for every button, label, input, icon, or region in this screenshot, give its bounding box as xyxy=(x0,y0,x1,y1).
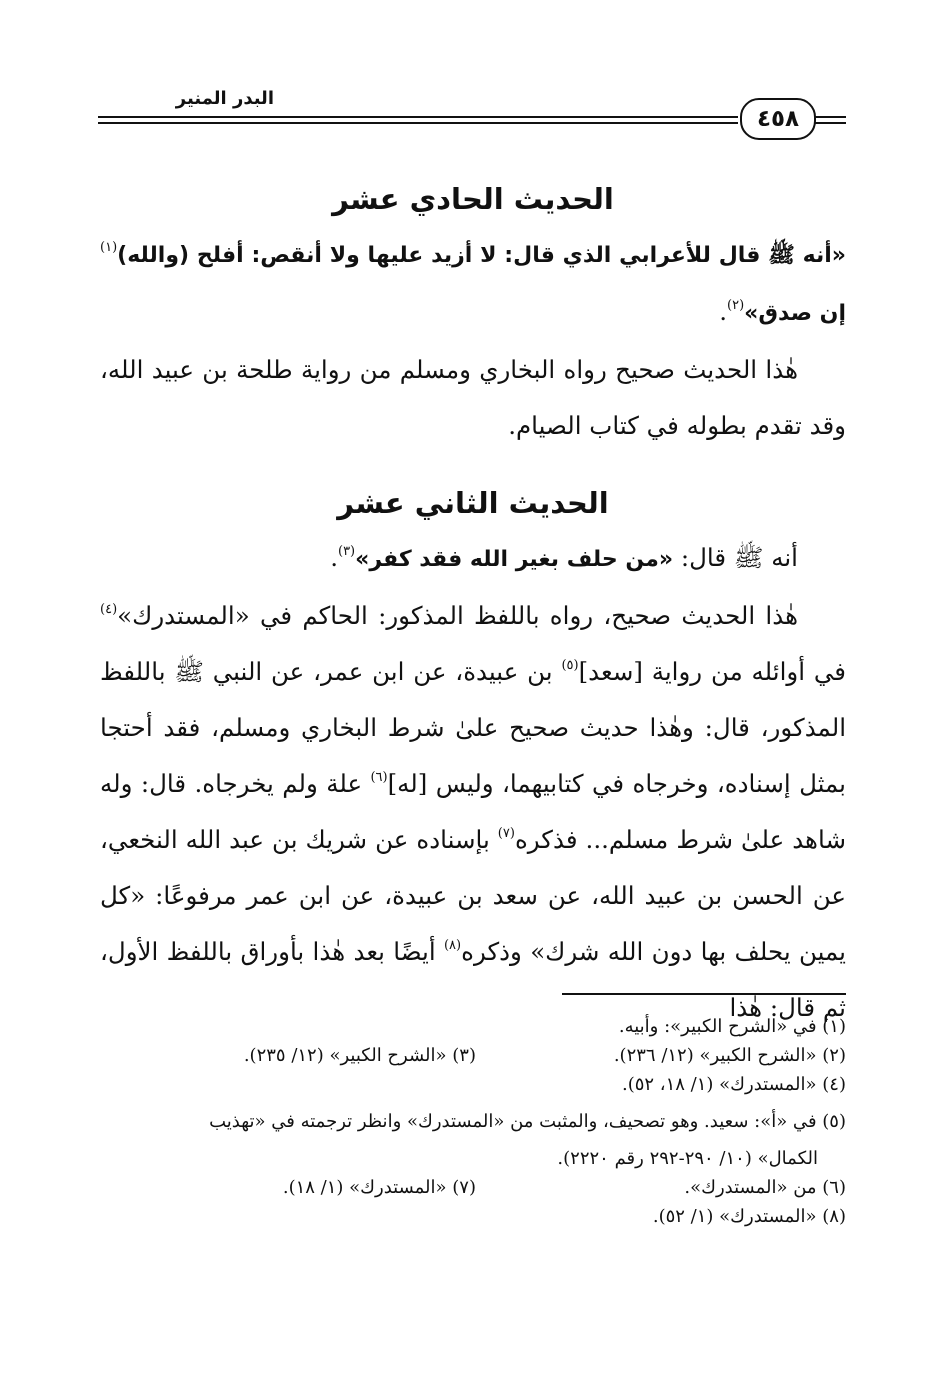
footnote-4: (٤) «المستدرك» (١/ ١٨، ٥٢). xyxy=(621,1074,846,1095)
footnote-5-continuation: الكمال» (١٠/ ٢٩٠-٢٩٢ رقم ٢٢٢٠). xyxy=(557,1148,818,1169)
page-header xyxy=(98,88,846,136)
commentary-part6: أيضًا بعد هٰذا بأوراق باللفظ الأول، ثم قال: هٰذا xyxy=(100,937,846,1022)
footnote-2: (٢) «الشرح الكبير» (١٢/ ٢٣٦). xyxy=(613,1045,846,1066)
footnote-8: (٨) «المستدرك» (١/ ٥٢). xyxy=(652,1206,846,1227)
footnote-separator xyxy=(562,993,846,995)
hadith-11-quote-part2: إن صدق» xyxy=(744,301,846,326)
footnote-6: (٦) من «المستدرك». xyxy=(684,1177,846,1198)
hadith-11-quote-part1: «أنه ﷺ قال للأعرابي الذي قال: لا أزيد عليها ولا أنقص: أفلح (والله) xyxy=(117,243,846,268)
footnote-ref-3[interactable]: (٣) xyxy=(337,544,356,559)
header-rule xyxy=(98,116,738,118)
footnote-1: (١) في «الشرح الكبير»: وأبيه. xyxy=(618,1016,846,1037)
hadith-12-quote-end: . xyxy=(330,543,338,572)
commentary-part2: في أوائله من رواية [سعد] xyxy=(578,657,846,686)
footnotes xyxy=(100,1008,846,1235)
header-rule xyxy=(812,122,846,124)
hadith-12-quote: «من حلف بغير الله فقد كفر» xyxy=(355,547,674,572)
footnote-ref-8[interactable]: (٨) xyxy=(443,938,462,953)
footnote-ref-6[interactable]: (٦) xyxy=(370,770,388,785)
footnote-line xyxy=(100,1008,846,1045)
hadith-11-text xyxy=(100,226,846,342)
commentary-part5: بإسناده عن شريك بن عبد الله النخعي، عن الحسن بن عبيد الله، عن سعد بن عبيدة، عن ابن عمر مرفوعًا: «كل يمين يحلف بها دون الله شرك» وذكره xyxy=(100,825,846,966)
footnote-ref-2[interactable]: (٢) xyxy=(727,298,745,313)
commentary-part3: بن عبيدة، عن ابن عمر، عن النبي ﷺ باللفظ المذكور، قال: وهٰذا حديث صحيح علىٰ شرط البخاري ومسلم، فقد أحتجا بمثل إسناده، وخرجاه في كتابيهما، وليس [له] xyxy=(100,657,846,798)
hadith-12-commentary xyxy=(100,588,846,1036)
main-text xyxy=(100,170,846,1036)
hadith-11-quote-end: . xyxy=(719,297,728,326)
footnote-ref-4[interactable]: (٤) xyxy=(100,602,118,617)
hadith-12-intro: أنه ﷺ قال: xyxy=(680,543,798,572)
page-number: ٤٥٨ xyxy=(740,98,816,140)
footnote-line xyxy=(100,1177,846,1198)
hadith-12-text xyxy=(100,530,846,588)
footnote-ref-1[interactable]: (١) xyxy=(100,240,118,255)
commentary-part1: هٰذا الحديث صحيح، رواه باللفظ المذكور: الحاكم في «المستدرك» xyxy=(117,601,798,630)
footnote-ref-5[interactable]: (٥) xyxy=(561,658,579,673)
hadith-12-heading: الحديث الثاني عشر xyxy=(337,486,609,520)
hadith-11-commentary: هٰذا الحديث صحيح رواه البخاري ومسلم من رواية طلحة بن عبيد الله، وقد تقدم بطوله في كتاب الصيام. xyxy=(100,355,846,440)
header-rule xyxy=(98,122,738,124)
footnote-7: (٧) «المستدرك» (١/ ١٨). xyxy=(282,1177,476,1198)
footnote-line xyxy=(100,1045,846,1066)
commentary-part4: علة ولم يخرجاه. قال: وله شاهد علىٰ شرط مسلم... فذكره xyxy=(100,769,846,854)
footnote-line xyxy=(100,1198,846,1235)
footnote-5: (٥) في «أ»: سعيد. وهو تصحيف، والمثبت من «المستدرك» وانظر ترجمته في «تهذيب xyxy=(209,1111,846,1132)
footnote-ref-7[interactable]: (٧) xyxy=(497,826,515,841)
hadith-11-heading: الحديث الحادي عشر xyxy=(332,182,614,216)
footnote-3: (٣) «الشرح الكبير» (١٢/ ٢٣٥). xyxy=(243,1045,476,1066)
footnote-line xyxy=(100,1066,846,1103)
header-rule xyxy=(812,116,846,118)
running-title: البدر المنير xyxy=(175,88,274,109)
